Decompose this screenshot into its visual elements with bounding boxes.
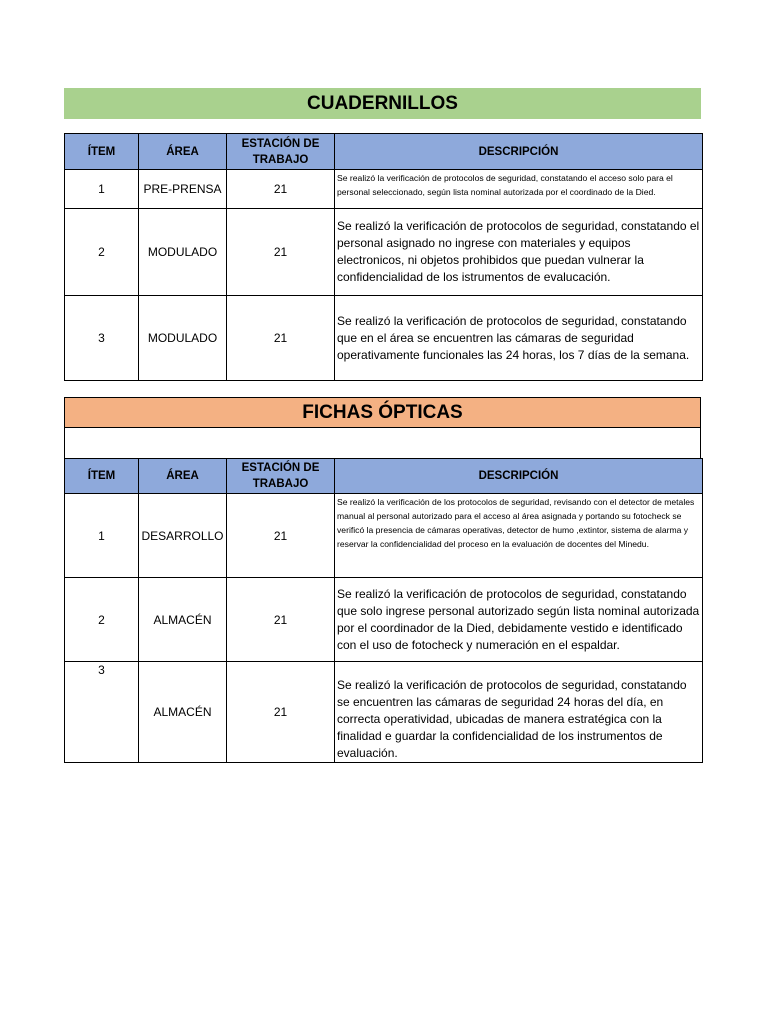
cell-station: 21: [227, 170, 335, 209]
cell-station: 21: [227, 662, 335, 763]
cell-item: 2: [65, 209, 139, 296]
cell-station: 21: [227, 494, 335, 578]
table-header-row: [65, 459, 703, 494]
cell-station: 21: [227, 296, 335, 381]
cell-station: 21: [227, 578, 335, 662]
cell-item: 2: [65, 578, 139, 662]
cell-item: 1: [65, 494, 139, 578]
cell-area: PRE-PRENSA: [139, 170, 227, 209]
cell-area: MODULADO: [139, 209, 227, 296]
cell-item: 1: [65, 170, 139, 209]
cell-item: 3: [65, 296, 139, 381]
cell-area: ALMACÉN: [139, 662, 227, 763]
header-description: DESCRIPCIÓN: [335, 459, 703, 494]
header-item: ÍTEM: [65, 459, 139, 494]
empty-row: [64, 428, 701, 458]
cell-area: DESARROLLO: [139, 494, 227, 578]
cell-area: MODULADO: [139, 296, 227, 381]
cuadernillos-table: [64, 133, 703, 381]
header-station: ESTACIÓN DE TRABAJO: [227, 459, 335, 494]
table-row: [65, 662, 703, 763]
cell-description: Se realizó la verificación de protocolos de seguridad, constatando se encuentren las cámaras de seguridad 24 horas del día, en correcta operatividad, ubicadas de manera estratégica con la finalidad e guardar la confidencialidad de los instrumentos de evaluación.: [335, 662, 703, 763]
cell-description: Se realizó la verificación de protocolos de seguridad, constatando que solo ingrese personal autorizado según lista nominal autorizada por el coordinador de la Died, debidamente vestido e identificado con el uso de fotocheck y numeración en el espaldar.: [335, 578, 703, 662]
table-row: [65, 170, 703, 209]
header-item: ÍTEM: [65, 134, 139, 170]
cell-area: ALMACÉN: [139, 578, 227, 662]
table-row: [65, 296, 703, 381]
table-row: [65, 578, 703, 662]
section-title-fichas-opticas: FICHAS ÓPTICAS: [64, 397, 701, 428]
cell-description: Se realizó la verificación de los protocolos de seguridad, revisando con el detector de metales manual al personal autorizado para el acceso al área asignada y portando su fotocheck se verificó la presencia de cámaras operativas, detector de humo ,extintor, sistema de alarma y reservar la confidencialidad del proceso en la evaluación de docentes del Minedu.: [335, 494, 703, 578]
header-description: DESCRIPCIÓN: [335, 134, 703, 170]
cell-description: Se realizó la verificación de protocolos de seguridad, constatando que en el área se encuentren las cámaras de seguridad operativamente funcionales las 24 horas, los 7 días de la semana.: [335, 296, 703, 381]
cell-item: 3: [65, 662, 139, 763]
header-area: ÁREA: [139, 459, 227, 494]
cell-description: Se realizó la verificación de protocolos de seguridad, constatando el acceso solo para el personal seleccionado, según lista nominal autorizada por el coordinado de la Died.: [335, 170, 703, 209]
header-station: ESTACIÓN DE TRABAJO: [227, 134, 335, 170]
cell-description: Se realizó la verificación de protocolos de seguridad, constatando el personal asignado no ingrese con materiales y equipos electronicos, ni objetos prohibidos que puedan vulnerar la confidencialidad de los istrumentos de evalucación.: [335, 209, 703, 296]
table-header-row: [65, 134, 703, 170]
table-row: [65, 209, 703, 296]
cell-station: 21: [227, 209, 335, 296]
header-area: ÁREA: [139, 134, 227, 170]
fichas-opticas-table: [64, 458, 703, 763]
section-title-cuadernillos: CUADERNILLOS: [64, 88, 701, 119]
table-row: [65, 494, 703, 578]
